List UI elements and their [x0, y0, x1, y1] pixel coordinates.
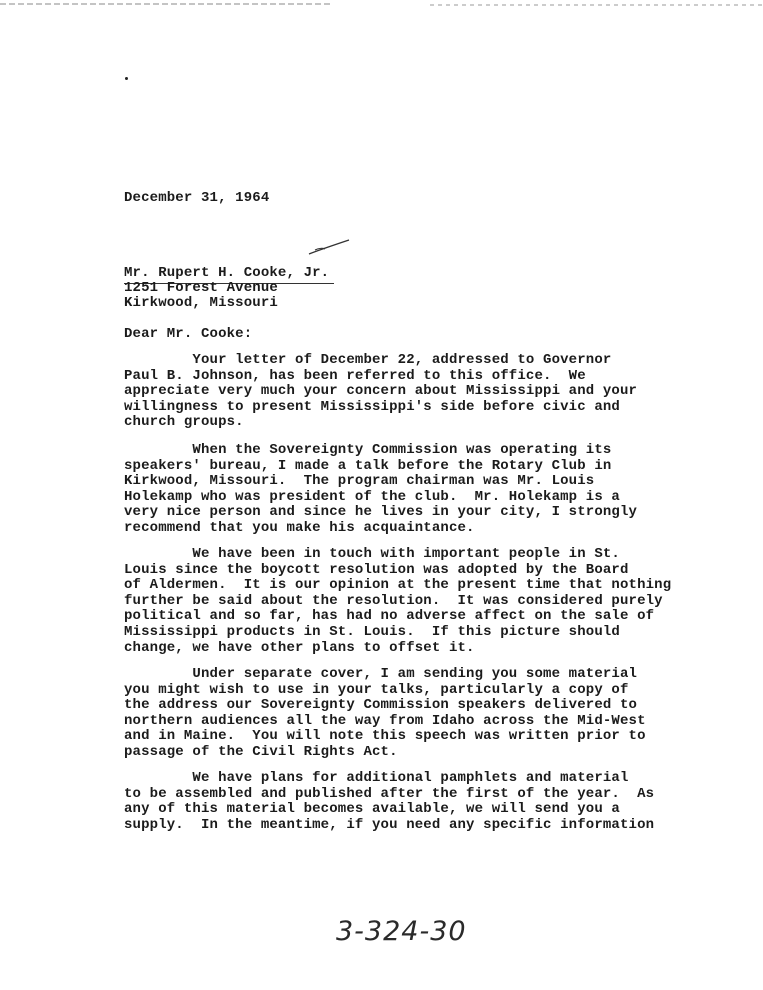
paragraph-line: Mississippi products in St. Louis. If this picture should [124, 623, 620, 640]
paragraph-line: to be assembled and published after the first of the year. As [124, 785, 655, 802]
recipient-city: Kirkwood, Missouri [124, 295, 278, 311]
paragraph-line: speakers' bureau, I made a talk before the Rotary Club in [124, 457, 612, 474]
paragraph-line: northern audiences all the way from Idaho across the Mid-West [124, 712, 646, 729]
scan-speck [125, 77, 128, 80]
paragraph-line: We have been in touch with important people in St. [124, 546, 620, 562]
paragraph-line: We have plans for additional pamphlets and material [124, 770, 629, 786]
paragraph-3 [124, 547, 724, 656]
scan-top-edge [0, 0, 763, 10]
paragraph-line: recommend that you make his acquaintance. [124, 519, 475, 536]
paragraph-line: Paul B. Johnson, has been referred to this office. We [124, 367, 586, 384]
paragraph-line: you might wish to use in your talks, particularly a copy of [124, 681, 629, 698]
paragraph-5 [124, 771, 724, 833]
recipient-street: 1251 Forest Avenue [124, 280, 278, 296]
paragraph-line: appreciate very much your concern about Mississippi and your [124, 383, 638, 400]
paragraph-line: and in Maine. You will note this speech was written prior to [124, 728, 646, 745]
paragraph-line: Your letter of December 22, addressed to Governor [124, 352, 612, 368]
paragraph-line: church groups. [124, 414, 244, 431]
paragraph-4 [124, 667, 724, 761]
paragraph-line: Louis since the boycott resolution was adopted by the Board [124, 561, 629, 578]
paragraph-line: Kirkwood, Missouri. The program chairman was Mr. Louis [124, 473, 595, 490]
paragraph-line: Holekamp who was president of the club. Mr. Holekamp is a [124, 488, 620, 505]
paragraph-line: Under separate cover, I am sending you some material [124, 666, 638, 682]
paragraph-line: supply. In the meantime, if you need any specific information [124, 816, 655, 833]
paragraph-line: of Aldermen. It is our opinion at the present time that nothing [124, 577, 672, 594]
paragraph-line: change, we have other plans to offset it. [124, 639, 475, 656]
paragraph-line: the address our Sovereignty Commission speakers delivered to [124, 697, 638, 714]
paragraph-line: When the Sovereignty Commission was operating its [124, 442, 612, 458]
paragraph-1 [124, 353, 724, 431]
paragraph-2 [124, 443, 724, 537]
handwritten-file-number: 3-324-30 [336, 916, 467, 947]
salutation: Dear Mr. Cooke: [124, 326, 253, 342]
paragraph-line: any of this material becomes available, we will send you a [124, 801, 620, 818]
pen-checkmark [305, 236, 355, 258]
paragraph-line: political and so far, has had no adverse affect on the sale of [124, 608, 655, 625]
paragraph-line: very nice person and since he lives in your city, I strongly [124, 504, 638, 521]
paragraph-line: further be said about the resolution. It was considered purely [124, 592, 663, 609]
paragraph-line: willingness to present Mississippi's side before civic and [124, 398, 620, 415]
paragraph-line: passage of the Civil Rights Act. [124, 743, 398, 760]
letter-date: December 31, 1964 [124, 190, 270, 206]
recipient-name: Mr. Rupert H. Cooke, Jr. [124, 265, 330, 281]
